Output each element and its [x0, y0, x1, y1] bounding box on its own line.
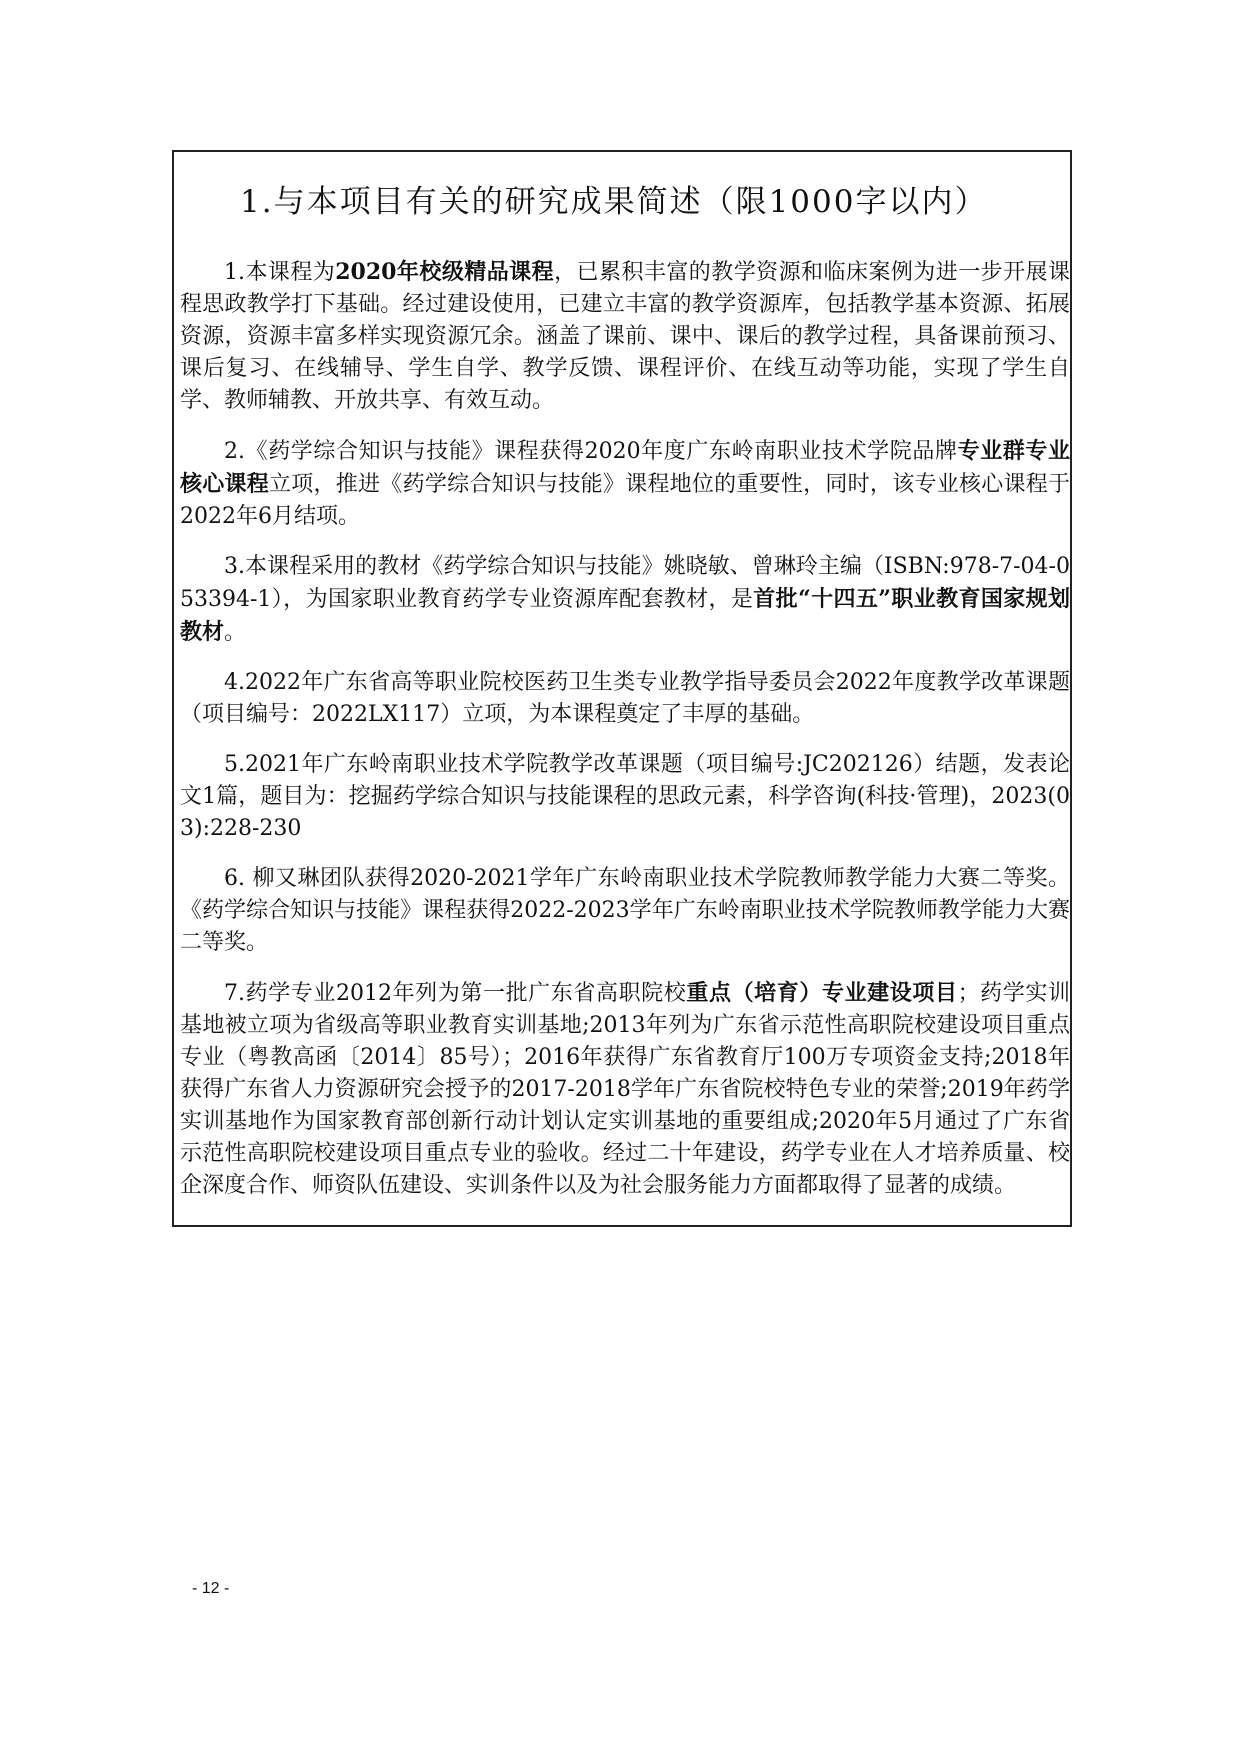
paragraph-3	[180, 551, 1070, 649]
section-title: 1.与本项目有关的研究成果简述（限1000字以内）	[240, 184, 988, 220]
paragraph-4: 4.2022年广东省高等职业院校医药卫生类专业教学指导委员会2022年度教学改革课题（项目编号：2022LX117）立项，为本课程奠定了丰厚的基础。	[180, 670, 1070, 727]
paragraph-5: 5.2021年广东岭南职业技术学院教学改革课题（项目编号:JC202126）结题，发表论文1篇，题目为：挖掘药学综合知识与技能课程的思政元素，科学咨询(科技·管理)，2023(03):228-230	[180, 752, 1070, 841]
paragraph-1-text-a: 1.本课程为	[224, 260, 336, 285]
paragraph-1-bold: 2020年校级精品课程	[335, 259, 555, 285]
paragraph-7-bold: 重点（培育）专业建设项目	[686, 980, 958, 1006]
paragraph-7-text-a: 7.药学专业2012年列为第一批广东省高职院校	[224, 981, 687, 1006]
paragraph-1-text-c: ，已累积丰富的教学资源和临床案例为进一步开展课程思政教学打下基础。经过建设使用，已建立丰富的教学资源库，包括教学基本资源、拓展资源，资源丰富多样实现资源冗余。涵盖了课前、课中、课后的教学过程，具备课前预习、课后复习、在线辅导、学生自学、教学反馈、课程评价、在线互动等功能，实现了学生自学、教师辅教、开放共享、有效互动。	[180, 260, 1070, 413]
paragraph-3-text-c: 。	[224, 620, 247, 645]
paragraph-3-bold: 首批“十四五”职业教育国家规划教材	[180, 586, 1071, 645]
page-number: - 12 -	[192, 1580, 230, 1597]
paragraph-2	[180, 435, 1070, 533]
paragraph-6: 6. 柳又琳团队获得2020-2021学年广东岭南职业技术学院教师教学能力大赛二等奖。《药学综合知识与技能》课程获得2022-2023学年广东岭南职业技术学院教师教学能力大赛二等奖。	[180, 866, 1070, 955]
paragraph-2-text-c: 立项，推进《药学综合知识与技能》课程地位的重要性，同时，该专业核心课程于2022年6月结项。	[180, 472, 1070, 529]
paragraph-7	[180, 977, 1070, 1202]
paragraph-3-text-a: 3.本课程采用的教材《药学综合知识与技能》姚晓敏、曾琳玲主编（ISBN:978-7-04-053394-1），为国家职业教育药学专业资源库配套教材，是	[180, 554, 1070, 612]
summary-content	[174, 226, 1070, 1202]
paragraph-7-text-c: ；药学实训基地被立项为省级高等职业教育实训基地;2013年列为广东省示范性高职院校建设项目重点专业（粤教高函〔2014〕85号）；2016年获得广东省教育厅100万专项资金支持;2018年获得广东省人力资源研究会授予的2017-2018学年广东省院校特色专业的荣誉;2019年药学实训基地作为国家教育部创新行动计划认定实训基地的重要组成;2020年5月通过了广东省示范性高职院校建设项目重点专业的验收。经过二十年建设，药学专业在人才培养质量、校企深度合作、师资队伍建设、实训条件以及为社会服务能力方面都取得了显著的成绩。	[180, 981, 1070, 1198]
research-summary-box	[172, 150, 1072, 1227]
paragraph-2-text-a: 2.《药学综合知识与技能》课程获得2020年度广东岭南职业技术学院品牌	[224, 439, 958, 464]
paragraph-2-bold: 专业群专业核心课程	[180, 438, 1070, 497]
paragraph-1	[180, 256, 1070, 417]
